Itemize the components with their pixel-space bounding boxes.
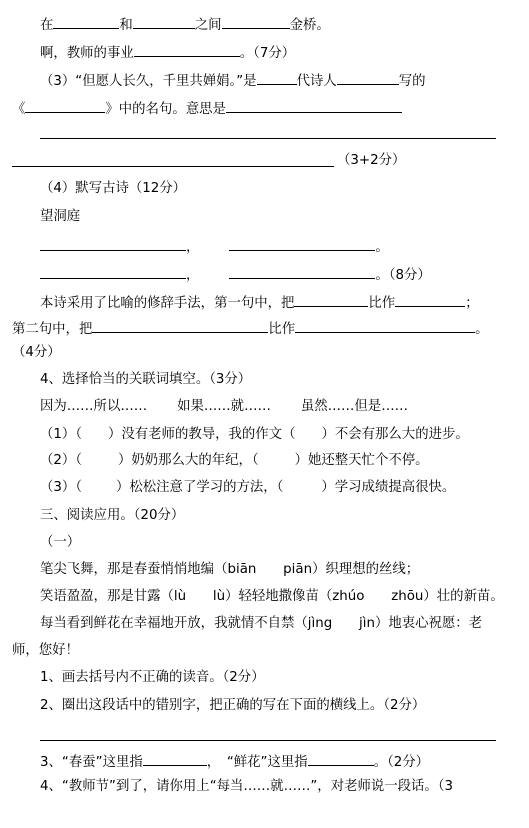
blank[interactable] bbox=[229, 236, 375, 251]
blank[interactable] bbox=[226, 98, 402, 113]
passage-line-1: 笔尖飞舞，那是春蚕悄悄地编（biān piān）织理想的丝线； bbox=[40, 562, 420, 577]
blank[interactable] bbox=[40, 236, 186, 251]
line-12: 第二句中，把 比作 。 bbox=[12, 318, 489, 339]
fill-item-1: （1）（ ）没有老师的教导，我的作文（ ）不会有那么大的进步。 bbox=[40, 427, 469, 442]
question-4-conjunctions: 4、选择恰当的关联词填空。（3分） bbox=[40, 372, 252, 387]
poem-title: 望洞庭 bbox=[40, 209, 81, 224]
reading-question-4: 4、“教师节”到了，请你用上“每当……就……”，对老师说一段话。（3 bbox=[40, 779, 454, 794]
blank[interactable] bbox=[337, 70, 399, 85]
reading-question-3: 3、“春蚕”这里指 ， “鲜花”这里指 。（2分） bbox=[40, 751, 429, 772]
line-11: 本诗采用了比喻的修辞手法，第一句中，把 比作 ； bbox=[40, 292, 479, 313]
blank[interactable] bbox=[257, 70, 297, 85]
poem-line-1: ， 。 bbox=[40, 236, 389, 257]
passage-line-2: 笑语盈盈，那是甘露（lù lù）轻轻地撒像苗（zhúo zhōu）壮的新苗。 bbox=[40, 589, 504, 604]
passage-line-3: 每当看到鲜花在幸福地开放，我就情不自禁（jìng jìn）地衷心祝愿：老 bbox=[40, 616, 483, 631]
blank[interactable] bbox=[40, 264, 186, 279]
reading-question-2: 2、圈出这段话中的错别字，把正确的写在下面的横线上。（2分） bbox=[40, 698, 426, 713]
fill-item-3: （3）（ ）松松注意了学习的方法，（ ）学习成绩提高很快。 bbox=[40, 480, 456, 495]
blank[interactable] bbox=[229, 264, 375, 279]
blank[interactable] bbox=[92, 318, 268, 333]
blank[interactable] bbox=[25, 98, 105, 113]
blank[interactable] bbox=[134, 42, 240, 57]
answer-line[interactable] bbox=[40, 138, 496, 139]
line-2: 啊，教师的事业 。（7分） bbox=[40, 42, 295, 63]
section-3-heading: 三、阅读应用。（20分） bbox=[40, 508, 185, 523]
blank[interactable] bbox=[294, 292, 368, 307]
blank[interactable] bbox=[308, 751, 374, 766]
line-1: 在 和 之间 金桥。 bbox=[40, 14, 330, 35]
blank[interactable] bbox=[295, 318, 475, 333]
poem-line-2: ， 。（8分） bbox=[40, 264, 431, 285]
blank[interactable] bbox=[395, 292, 465, 307]
line-4: 《 》中的名句。意思是 bbox=[12, 98, 402, 119]
answer-line[interactable] bbox=[12, 166, 334, 167]
subsection-1: （一） bbox=[40, 535, 81, 550]
blank[interactable] bbox=[133, 14, 195, 29]
blank[interactable] bbox=[222, 14, 290, 29]
question-4-title: （4）默写古诗（12分） bbox=[40, 181, 187, 196]
blank[interactable] bbox=[143, 751, 207, 766]
conjunction-options: 因为……所以…… 如果……就…… 虽然……但是…… bbox=[40, 399, 408, 414]
score-note: （3+2分） bbox=[337, 153, 406, 168]
question-3: （3）“但愿人长久，千里共婵娟。”是 代诗人 写的 bbox=[40, 70, 426, 91]
answer-line[interactable] bbox=[40, 740, 496, 741]
blank[interactable] bbox=[53, 14, 119, 29]
score-note: （4分） bbox=[12, 345, 61, 360]
fill-item-2: （2）（ ）奶奶那么大的年纪，（ ）她还整天忙个不停。 bbox=[40, 453, 429, 468]
reading-question-1: 1、画去括号内不正确的读音。（2分） bbox=[40, 670, 265, 685]
passage-line-4: 师，您好！ bbox=[12, 643, 79, 658]
